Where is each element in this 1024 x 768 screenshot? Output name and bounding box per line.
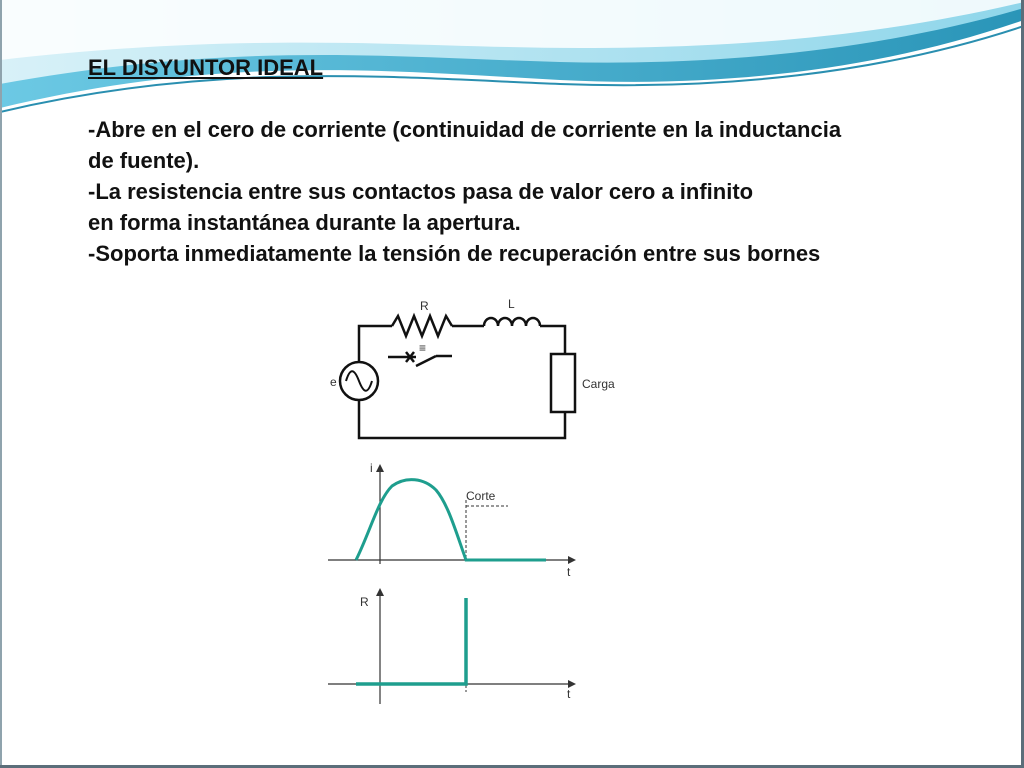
switch-blade xyxy=(416,356,436,366)
bullet-line-1: -Abre en el cero de corriente (continuidad de corriente en la inductancia xyxy=(88,117,842,142)
bullet-line-2: de fuente). xyxy=(88,148,200,173)
bullet-line-4: en forma instantánea durante la apertura. xyxy=(88,210,521,235)
resistance-x-label: t xyxy=(567,687,571,701)
switch-symbol: ≡ xyxy=(419,341,427,355)
left-frame-border xyxy=(0,0,2,768)
circuit-figure xyxy=(240,292,662,762)
current-plot xyxy=(328,461,576,579)
top-left-wire xyxy=(359,326,392,362)
source-label: e xyxy=(330,375,337,389)
current-y-axis-arrow xyxy=(376,464,384,472)
current-x-label: t xyxy=(567,565,571,579)
current-x-axis-arrow xyxy=(568,556,576,564)
slide-title: EL DISYUNTOR IDEAL xyxy=(88,55,324,80)
inductor-label: L xyxy=(508,297,515,311)
current-cut-label: Corte xyxy=(466,489,496,503)
top-right-wire xyxy=(540,326,565,354)
resistance-waveform xyxy=(356,598,466,684)
bullet-line-5: -Soporta inmediatamente la tensión de recuperación entre sus bornes xyxy=(88,241,821,266)
current-y-label: i xyxy=(370,461,373,475)
bottom-wire xyxy=(359,400,565,438)
resistor-label: R xyxy=(420,299,429,313)
current-waveform xyxy=(356,480,546,560)
resistor-zigzag xyxy=(392,316,452,336)
load-label: Carga xyxy=(582,377,615,391)
resistance-y-label: R xyxy=(360,595,369,609)
resistance-y-axis-arrow xyxy=(376,588,384,596)
inductor-coil xyxy=(484,318,540,326)
load-resistor-box xyxy=(551,354,575,412)
circuit-figure-svg xyxy=(240,292,662,762)
sine-wave-symbol xyxy=(346,371,372,391)
slide-body xyxy=(88,52,988,269)
circuit-diagram xyxy=(340,316,575,438)
bullet-line-3: -La resistencia entre sus contactos pasa de valor cero a infinito xyxy=(88,179,754,204)
resistance-plot xyxy=(328,588,576,704)
